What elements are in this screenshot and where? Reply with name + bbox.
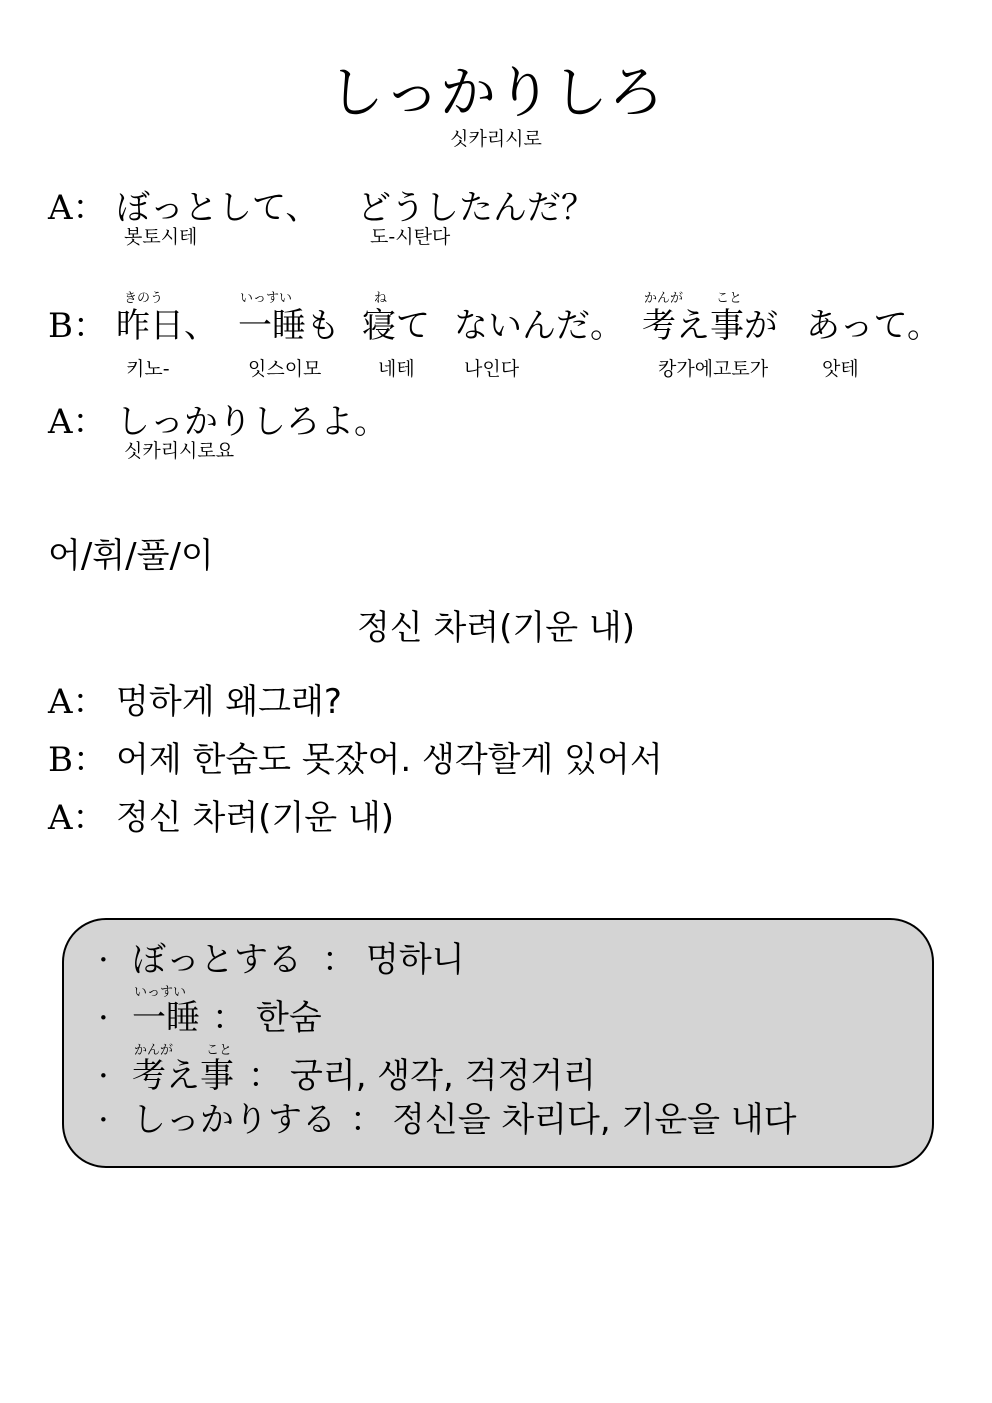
glossary-bullet-1: · bbox=[98, 940, 109, 980]
translation-line-2: 어제 한숨도 못잤어. 생각할게 있어서 bbox=[116, 740, 663, 780]
dialogue-line-3: しっかりしろよ。 bbox=[116, 402, 388, 442]
dialogue-word-5: 考え事が bbox=[642, 306, 778, 346]
glossary-term-2: 一睡 bbox=[132, 998, 200, 1038]
meaning: 정신 차려(기운 내) bbox=[356, 608, 636, 648]
reading-2-1: 키노- bbox=[126, 358, 170, 380]
reading-2-5: 캉가에고토가 bbox=[658, 358, 769, 380]
reading-2-6: 앗테 bbox=[822, 358, 859, 380]
dialogue-word-2: 一睡も bbox=[238, 306, 340, 346]
reading-1-1: 봇토시테 bbox=[124, 226, 198, 248]
glossary-sep-2: ： bbox=[212, 998, 246, 1038]
glossary-meaning-1: 멍하니 bbox=[366, 940, 465, 980]
translation-speaker-b: B： bbox=[48, 740, 107, 780]
title-reading: 싯카리시로 bbox=[450, 128, 542, 150]
glossary-bullet-3: · bbox=[98, 1056, 109, 1096]
translation-speaker-a-2: A： bbox=[48, 798, 107, 838]
dialogue-line-1-part-2: どうしたんだ？ bbox=[357, 188, 595, 228]
furigana-kinou: きのう bbox=[124, 291, 164, 306]
reading-2-4: 나인다 bbox=[464, 358, 520, 380]
furigana-koto: こと bbox=[716, 291, 743, 306]
glossary-furigana-koto: こと bbox=[206, 1043, 233, 1058]
translation-speaker-a: A： bbox=[48, 682, 107, 722]
reading-2-2: 잇스이모 bbox=[248, 358, 322, 380]
dialogue-line-1-part-1: ぼっとして、 bbox=[116, 188, 320, 228]
glossary-meaning-2: 한숨 bbox=[256, 998, 322, 1038]
glossary-bullet-4: · bbox=[98, 1100, 109, 1140]
glossary-furigana-kanga: かんが bbox=[134, 1043, 174, 1058]
glossary-bullet-2: · bbox=[98, 998, 109, 1038]
glossary-sep-4: ： bbox=[350, 1100, 384, 1140]
glossary-meaning-3: 궁리, 생각, 걱정거리 bbox=[290, 1056, 596, 1096]
dialogue-speaker-a-2: A： bbox=[48, 402, 107, 442]
dialogue-word-3: 寝て bbox=[362, 306, 430, 346]
glossary-term-3: 考え事 bbox=[132, 1056, 234, 1096]
page-title: しっかりしろ bbox=[328, 61, 664, 126]
reading-1-2: 도-시탄다 bbox=[370, 226, 451, 248]
translation-line-3: 정신 차려(기운 내) bbox=[116, 798, 395, 838]
furigana-kanga: かんが bbox=[644, 291, 684, 306]
dialogue-speaker-b: B： bbox=[48, 306, 107, 346]
reading-3-1: 싯카리시로요 bbox=[124, 440, 235, 462]
dialogue-word-1: 昨日、 bbox=[116, 306, 218, 346]
dialogue-word-4: ないんだ。 bbox=[454, 306, 624, 346]
glossary-furigana-issui: いっすい bbox=[134, 985, 187, 1000]
dialogue-word-6: あって。 bbox=[806, 306, 941, 346]
vocab-heading: 어/휘/풀/이 bbox=[48, 536, 214, 576]
dialogue-speaker-a: A： bbox=[48, 188, 107, 228]
glossary-term-4: しっかりする bbox=[132, 1100, 336, 1140]
glossary-term-1: ぼっとする bbox=[132, 940, 302, 980]
glossary-sep-3: ： bbox=[248, 1056, 282, 1096]
glossary-sep-1: ： bbox=[322, 940, 356, 980]
translation-line-1: 멍하게 왜그래? bbox=[116, 682, 342, 722]
glossary-meaning-4: 정신을 차리다, 기운을 내다 bbox=[392, 1100, 797, 1140]
reading-2-3: 네테 bbox=[378, 358, 415, 380]
furigana-issui: いっすい bbox=[240, 291, 293, 306]
furigana-ne: ね bbox=[374, 291, 388, 306]
